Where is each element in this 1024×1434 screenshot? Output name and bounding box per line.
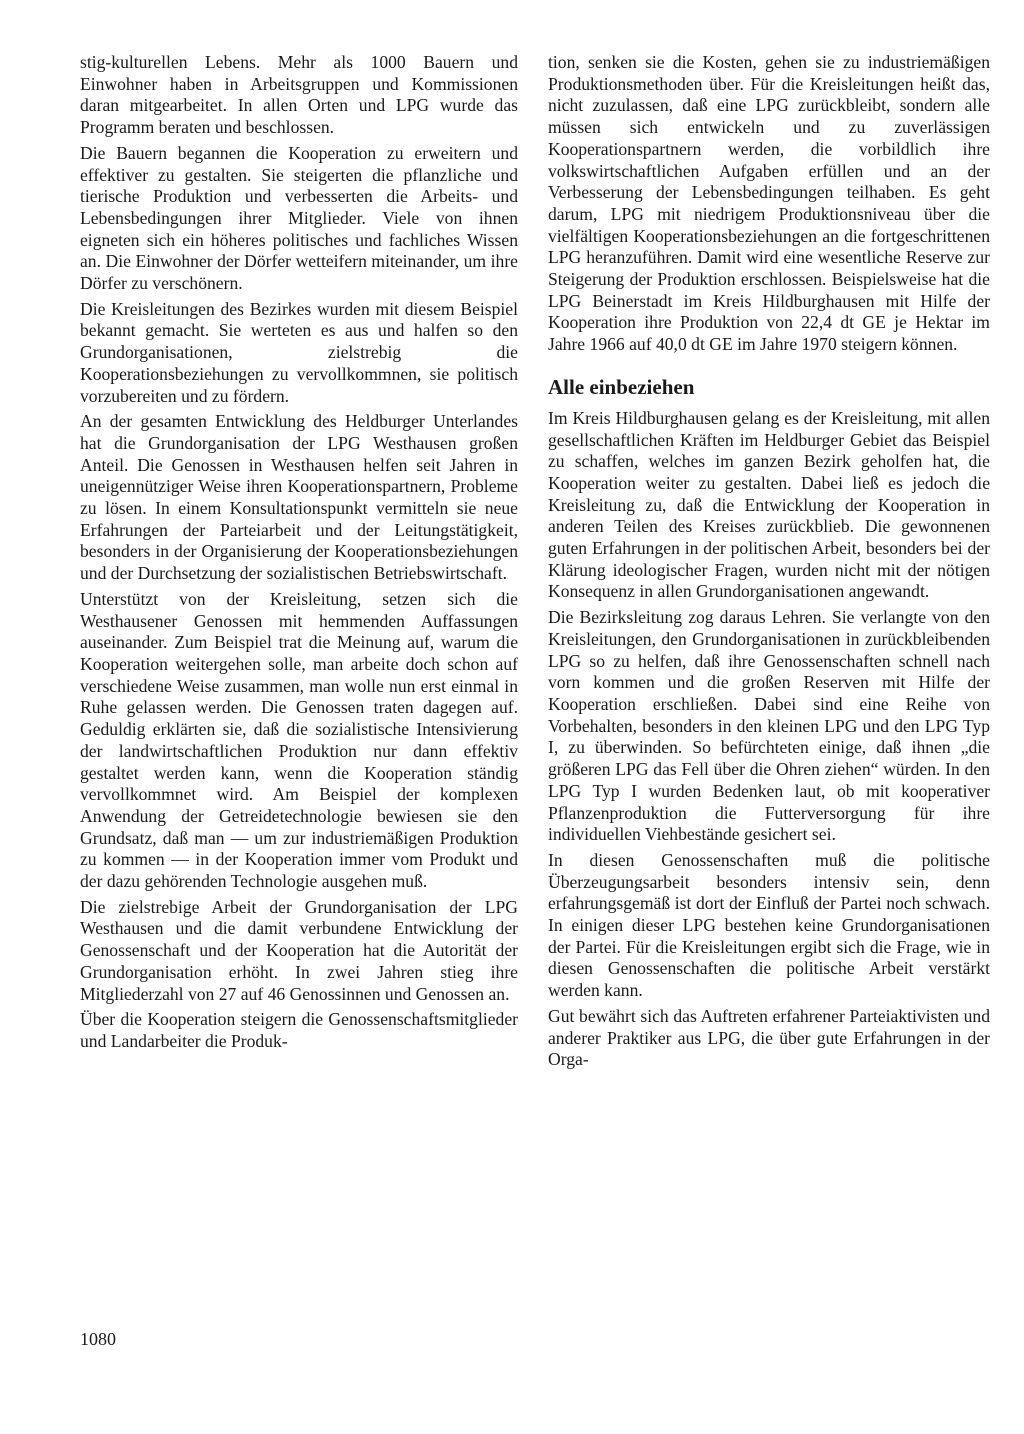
paragraph: Die Bezirksleitung zog daraus Lehren. Sie verlangte von den Kreisleitungen, den Grundorganisationen in zurückbleibenden LPG so zu helfen, daß ihre Genossenschaften schnell nach vorn kommen und die großen Reserven mit Hilfe der Kooperation erschließen. Dabei sind eine Reihe von Vorbehalten, besonders in den kleinen LPG und den LPG Typ I, zu überwinden. So befürchteten einige, daß ihnen „die größeren LPG das Fell über die Ohren ziehen“ würden. In den LPG Typ I wurden Bedenken laut, ob mit kooperativer Pflanzenproduktion die Futterversorgung für ihre individuellen Viehbestände gesichert sei.: [548, 607, 990, 845]
paragraph: Über die Kooperation steigern die Genossenschaftsmitglieder und Landarbeiter die Produk-: [80, 1009, 518, 1051]
paragraph: Unterstützt von der Kreisleitung, setzen sich die Westhausener Genossen mit hemmenden Auffassungen auseinander. Zum Beispiel trat die Meinung auf, warum die Kooperation weitergehen solle, man arbeite doch schon auf verschiedene Weise zusammen, man wolle nun erst einmal in Ruhe gelassen werden. Die Genossen traten dagegen auf. Geduldig erklärten sie, daß die sozialistische Intensivierung der landwirtschaftlichen Produktion nur dann effektiv gestaltet werden kann, wenn die Kooperation ständig vervollkommnet wird. Am Beispiel der komplexen Anwendung der Getreidetechnologie bewiesen sie den Grundsatz, daß man — um zur industriemäßigen Produktion zu kommen — in der Kooperation immer vom Produkt und der dazu gehörenden Technologie ausgehen muß.: [80, 588, 518, 892]
right-column: [548, 52, 990, 1075]
section-heading: Alle einbeziehen: [548, 374, 695, 399]
paragraph: In diesen Genossenschaften muß die politische Überzeugungsarbeit besonders intensiv sein, denn erfahrungsgemäß ist dort der Einfluß der Partei noch schwach. In einigen dieser LPG bestehen keine Grundorganisationen der Partei. Für die Kreisleitungen ergibt sich die Frage, wie in diesen Genossenschaften die politische Arbeit verstärkt werden kann.: [548, 849, 990, 1001]
paragraph: Im Kreis Hildburghausen gelang es der Kreisleitung, mit allen gesellschaftlichen Kräften im Heldburger Gebiet das Beispiel zu schaffen, welches im ganzen Bezirk geholfen hat, die Kooperation weiter zu gestalten. Dabei ließ es jedoch die Kreisleitung zu, daß die Entwicklung der Kooperation in anderen Teilen des Kreises zurückblieb. Die gewonnenen guten Erfahrungen in der politischen Arbeit, besonders bei der Klärung ideologischer Fragen, wurden nicht mit der nötigen Konsequenz in allen Grundorganisationen angewandt.: [548, 407, 990, 602]
paragraph: Die zielstrebige Arbeit der Grundorganisation der LPG Westhausen und die damit verbundene Entwicklung der Genossenschaft und der Kooperation hat die Autorität der Grundorganisation erhöht. In zwei Jahren stieg ihre Mitgliederzahl von 27 auf 46 Genossinnen und Genossen an.: [80, 896, 518, 1004]
paragraph: Die Bauern begannen die Kooperation zu erweitern und effektiver zu gestalten. Sie steigerten die pflanzliche und tierische Produktion und verbesserten die Arbeits- und Lebensbedingungen ihrer Mitglieder. Viele von ihnen eigneten sich ein höheres politisches und fachliches Wissen an. Die Einwohner der Dörfer wetteifern miteinander, um ihre Dörfer zu verschönern.: [80, 142, 518, 294]
paragraph: Gut bewährt sich das Auftreten erfahrener Parteiaktivisten und anderer Praktiker aus LPG, die über gute Erfahrungen in der Orga-: [548, 1005, 990, 1070]
left-column: [80, 52, 518, 1057]
page-number: 1080: [80, 1329, 116, 1349]
paragraph: tion, senken sie die Kosten, gehen sie zu industriemäßigen Produktionsmethoden über. Für die Kreisleitungen heißt das, nicht zuzulassen, daß eine LPG zurückbleibt, sondern alle müssen sich entwickeln und zu zuverlässigen Kooperationspartnern werden, die vorbildlich ihre volkswirtschaftlichen Aufgaben erfüllen und an der Verbesserung der Lebensbedingungen teilhaben. Es geht darum, LPG mit niedrigem Produktionsniveau über die vielfältigen Kooperationsbeziehungen an die fortgeschrittenen LPG heranzuführen. Damit wird eine wesentliche Reserve zur Steigerung der Produktion erschlossen. Beispielsweise hat die LPG Beinerstadt im Kreis Hildburghausen mit Hilfe der Kooperation ihre Produktion von 22,4 dt GE je Hektar im Jahre 1966 auf 40,0 dt GE im Jahre 1970 steigern können.: [548, 52, 990, 355]
paragraph: Die Kreisleitungen des Bezirkes wurden mit diesem Beispiel bekannt gemacht. Sie werteten es aus und halfen so den Grundorganisationen, zielstrebig die Kooperationsbeziehungen zu vervollkommnen, sie politisch vorzubereiten und zu fördern.: [80, 298, 518, 406]
paragraph: An der gesamten Entwicklung des Heldburger Unterlandes hat die Grundorganisation der LPG Westhausen großen Anteil. Die Genossen in Westhausen helfen seit Jahren in uneigennütziger Weise ihren Kooperationspartnern, Probleme zu lösen. In einem Konsultationspunkt vermitteln sie neue Erfahrungen der Parteiarbeit und der Leitungstätigkeit, besonders in der Organisierung der Kooperationsbeziehungen und der Durchsetzung der sozialistischen Betriebswirtschaft.: [80, 411, 518, 584]
paragraph: stig-kulturellen Lebens. Mehr als 1000 Bauern und Einwohner haben in Arbeitsgruppen und Kommissionen daran mitgearbeitet. In allen Orten und LPG wurde das Programm beraten und beschlossen.: [80, 52, 518, 138]
